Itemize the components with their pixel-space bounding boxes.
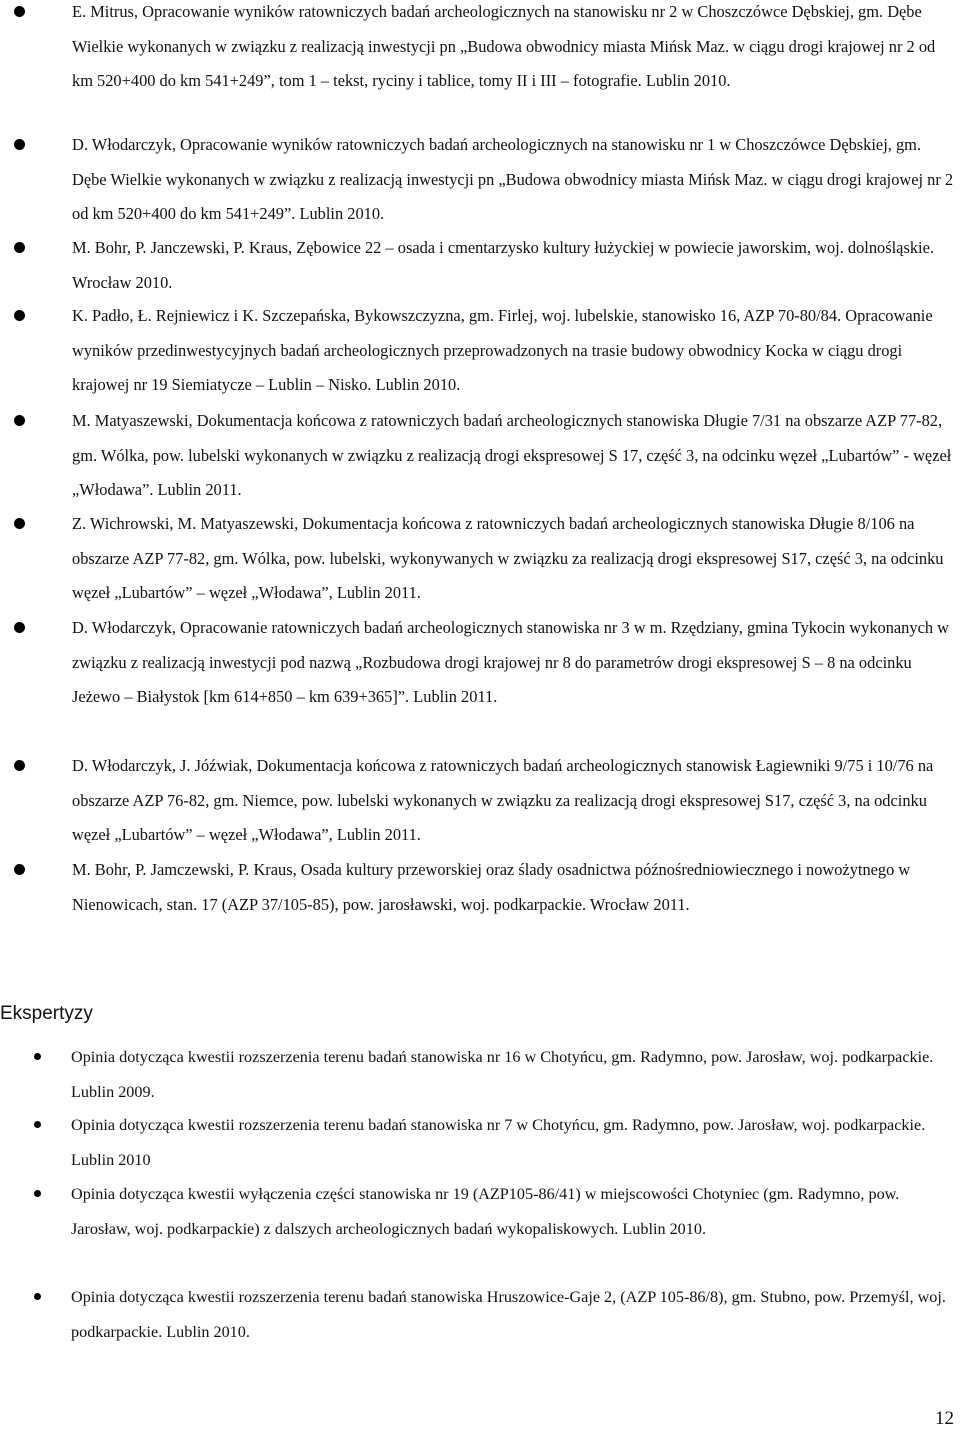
list-item [72,853,958,922]
bullet-icon [14,415,25,426]
bullet-icon [34,1190,41,1197]
expertise-text: Opinia dotycząca kwestii rozszerzenia terenu badań stanowiska nr 16 w Chotyńcu, gm. Radymno, pow. Jarosław, woj. podkarpackie. Lublin 2009. [71,1048,934,1101]
list-item [72,231,958,300]
list-item [71,1108,951,1177]
list-item [72,507,958,611]
bullet-icon [34,1121,41,1128]
publication-text: D. Włodarczyk, Opracowanie wyników ratowniczych badań archeologicznych na stanowisku nr 1 w Choszczówce Dębskiej, gm. Dębe Wielkie wykonanych w związku z realizacją inwestycji pn „Budowa obwodnicy miasta Mińsk Maz. w ciągu drogi krajowej nr 2 od km 520+400 do km 541+249”. Lublin 2010. [72,135,954,223]
list-item [72,128,958,232]
publication-text: Z. Wichrowski, M. Matyaszewski, Dokumentacja końcowa z ratowniczych badań archeologicznych stanowiska Długie 8/106 na obszarze AZP 77-82, gm. Wólka, pow. lubelski, wykonywanych w związku za realizacją drogi ekspresowej S17, część 3, na odcinku węzeł „Lubartów” – węzeł „Włodawa”, Lublin 2011. [72,514,944,602]
publication-text: D. Włodarczyk, Opracowanie ratowniczych badań archeologicznych stanowiska nr 3 w m. Rzędziany, gmina Tykocin wykonanych w związku z realizacją inwestycji pod nazwą „Rozbudowa drogi krajowej nr 8 do parametrów drogi ekspresowej S – 8 na odcinku Jeżewo – Białystok [km 614+850 – km 639+365]”. Lublin 2011. [72,618,949,706]
list-item [71,1280,951,1349]
list-item [72,404,958,508]
publication-text: K. Padło, Ł. Rejniewicz i K. Szczepańska, Bykowszczyzna, gm. Firlej, woj. lubelskie, stanowisko 16, AZP 70-80/84. Opracowanie wyników przedinwestycyjnych badań archeologicznych przeprowadzonych na trasie budowy obwodnicy Kocka w ciągu drogi krajowej nr 19 Siemiatycze – Lublin – Nisko. Lublin 2010. [72,306,933,394]
publication-text: M. Bohr, P. Jamczewski, P. Kraus, Osada kultury przeworskiej oraz ślady osadnictwa późnośredniowiecznego i nowożytnego w Nienowicach, stan. 17 (AZP 37/105-85), pow. jarosławski, woj. podkarpackie. Wrocław 2011. [72,860,911,914]
bullet-icon [14,310,25,321]
bullet-icon [14,622,25,633]
list-item [71,1040,951,1109]
bullet-icon [14,242,25,253]
expertise-text: Opinia dotycząca kwestii rozszerzenia terenu badań stanowiska nr 7 w Chotyńcu, gm. Radymno, pow. Jarosław, woj. podkarpackie. Lublin 2010 [71,1116,926,1169]
publication-text: M. Matyaszewski, Dokumentacja końcowa z ratowniczych badań archeologicznych stanowiska Długie 7/31 na obszarze AZP 77-82, gm. Wólka, pow. lubelski wykonanych w związku z realizacją drogi ekspresowej S 17, część 3, na odcinku węzeł „Lubartów” - węzeł „Włodawa”. Lublin 2011. [72,411,952,499]
expertise-text: Opinia dotycząca kwestii rozszerzenia terenu badań stanowiska Hruszowice-Gaje 2, (AZP 105-86/8), gm. Stubno, pow. Przemyśl, woj. podkarpackie. Lublin 2010. [71,1288,946,1341]
bullet-icon [14,760,25,771]
list-item [72,611,958,715]
bullet-icon [34,1293,41,1300]
list-item [72,299,958,403]
bullet-icon [14,6,25,17]
bullet-icon [34,1053,41,1060]
list-item [72,749,958,853]
bullet-icon [14,139,25,150]
publication-text: D. Włodarczyk, J. Jóźwiak, Dokumentacja końcowa z ratowniczych badań archeologicznych stanowisk Łagiewniki 9/75 i 10/76 na obszarze AZP 76-82, gm. Niemce, pow. lubelski wykonanych w związku za realizacją drogi ekspresowej S17, część 3, na odcinku węzeł „Lubartów” – węzeł „Włodawa”, Lublin 2011. [72,756,934,844]
page-number: 12 [935,1408,954,1429]
publication-text: M. Bohr, P. Janczewski, P. Kraus, Zębowice 22 – osada i cmentarzysko kultury łużyckiej w powiecie jaworskim, woj. dolnośląskie. Wrocław 2010. [72,238,934,292]
bullet-icon [14,518,25,529]
publication-text: E. Mitrus, Opracowanie wyników ratowniczych badań archeologicznych na stanowisku nr 2 w Choszczówce Dębskiej, gm. Dębe Wielkie wykonanych w związku z realizacją inwestycji pn „Budowa obwodnicy miasta Mińsk Maz. w ciągu drogi krajowej nr 2 od km 520+400 do km 541+249”, tom 1 – tekst, ryciny i tablice, tomy II i III – fotografie. Lublin 2010. [72,2,936,90]
bullet-icon [14,864,25,875]
list-item [72,0,958,99]
section-heading-expertises: Ekspertyzy [0,1003,93,1024]
list-item [71,1177,951,1246]
expertise-text: Opinia dotycząca kwestii wyłączenia części stanowiska nr 19 (AZP105-86/41) w miejscowości Chotyniec (gm. Radymno, pow. Jarosław, woj. podkarpackie) z dalszych archeologicznych badań wykopaliskowych. Lublin 2010. [71,1185,900,1238]
